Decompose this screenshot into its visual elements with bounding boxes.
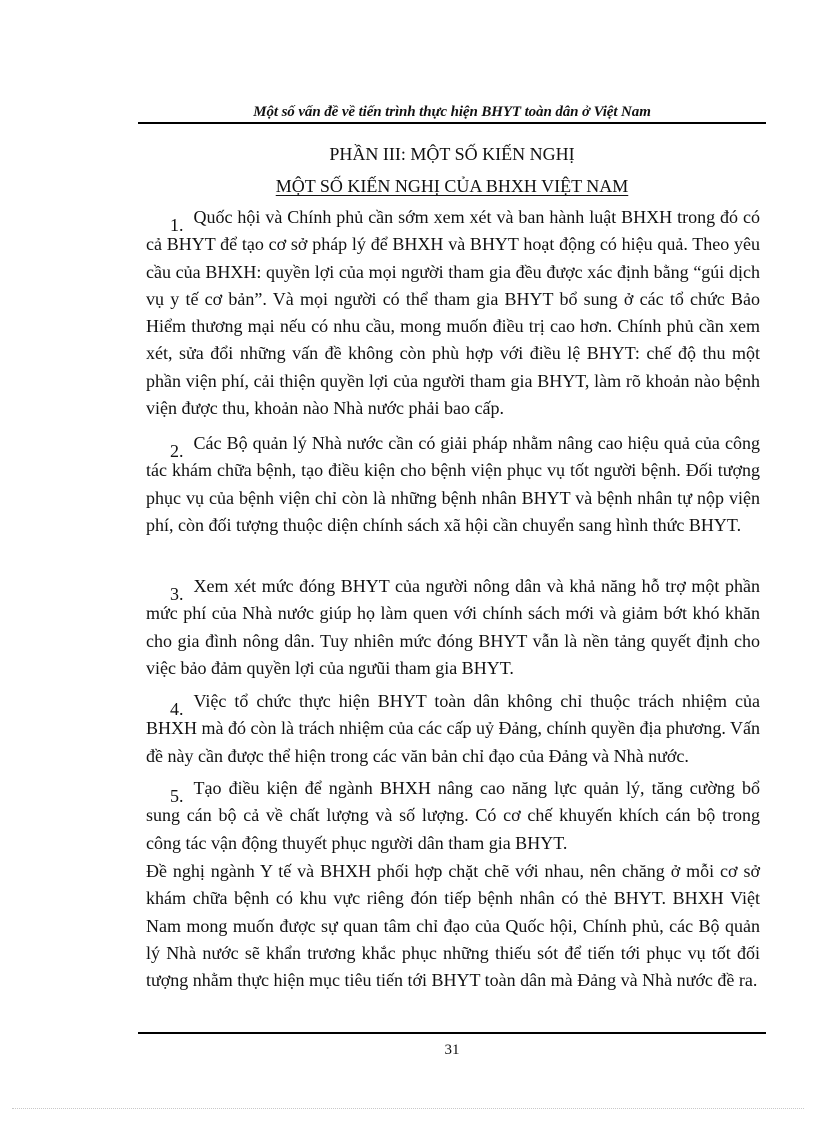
recommendation-3 <box>146 573 760 682</box>
item-text: Các Bộ quản lý Nhà nước cần có giải pháp nhằm nâng cao hiệu quả của công tác khám chữa bệnh, tạo điều kiện cho bệnh viện phục vụ tốt người bệnh. Đối tượng phục vụ của bệnh viện chỉ còn là những bệnh nhân BHYT và bệnh nhân tự nộp viện phí, còn đối tượng thuộc diện chính sách xã hội cần chuyển sang hình thức BHYT. <box>146 433 760 535</box>
item-text: Quốc hội và Chính phủ cần sớm xem xét và ban hành luật BHXH trong đó có cả BHYT để tạo cơ sở pháp lý để BHXH và BHYT hoạt động có hiệu quả. Theo yêu cầu của BHXH: quyền lợi của mọi người tham gia đều được xác định bằng “gúi dịch vụ y tế cơ bản”. Và mọi người có thể tham gia BHYT bổ sung ở các tổ chức Bảo Hiểm thương mại nếu có nhu cầu, mong muốn điều trị cao hơn. Chính phủ cần xem xét, sửa đổi những vấn đề không còn phù hợp với điều lệ BHYT: chế độ thu một phần viện phí, cải thiện quyền lợi của người tham gia BHYT, làm rõ khoản nào bệnh viện được thu, khoản nào Nhà nước phải bao cấp. <box>146 207 760 419</box>
recommendation-2 <box>146 430 760 539</box>
running-header: Một số vấn đề về tiến trình thực hiện BHYT toàn dân ở Việt Nam <box>253 104 651 120</box>
recommendation-1 <box>146 204 760 422</box>
item-text: Tạo điều kiện để ngành BHXH nâng cao năng lực quản lý, tăng cường bổ sung cán bộ cả về chất lượng và số lượng. Có cơ chế khuyến khích cán bộ trong công tác vận động thuyết phục người dân tham gia BHYT. <box>146 778 760 853</box>
footer-rule <box>138 1032 766 1034</box>
closing-paragraph: Đề nghị ngành Y tế và BHXH phối hợp chặt chẽ với nhau, nên chăng ở mỗi cơ sở khám chữa bệnh có khu vực riêng đón tiếp bệnh nhân có thẻ BHYT. BHXH Việt Nam mong muốn được sự quan tâm chỉ đạo của Quốc hội, Chính phủ, các Bộ quản lý Nhà nước sẽ khẩn trương khắc phục những thiếu sót để tiến tới phục vụ tốt đối tượng nhằm thực hiện mục tiêu tiến tới BHYT toàn dân mà Đảng và Nhà nước đề ra. <box>146 861 760 991</box>
item-text: Việc tổ chức thực hiện BHYT toàn dân không chỉ thuộc trách nhiệm của BHXH mà đó còn là trách nhiệm của các cấp uỷ Đảng, chính quyền địa phương. Vấn đề này cần được thể hiện trong các văn bản chỉ đạo của Đảng và Nhà nước. <box>146 691 760 766</box>
item-number: 1. <box>170 215 184 235</box>
section-title: PHẦN III: MỘT SỐ KIẾN NGHỊ <box>329 144 575 164</box>
page-edge-divider <box>12 1108 804 1109</box>
recommendation-5 <box>146 775 760 857</box>
item-number: 4. <box>170 699 184 719</box>
section-subtitle: MỘT SỐ KIẾN NGHỊ CỦA BHXH VIỆT NAM <box>275 176 629 196</box>
header-rule <box>138 122 766 124</box>
recommendation-4 <box>146 688 760 770</box>
item-text: Xem xét mức đóng BHYT của người nông dân và khả năng hỗ trợ một phần mức phí của Nhà nước giúp họ làm quen với chính sách mới và giảm bớt khó khăn cho gia đình nông dân. Tuy nhiên mức đóng BHYT vẫn là nền tảng quyết định cho việc bảo đảm quyền lợi của ngưũi tham gia BHYT. <box>146 576 760 678</box>
page-number: 31 <box>444 1042 460 1058</box>
item-number: 3. <box>170 584 184 604</box>
item-number: 2. <box>170 441 184 461</box>
item-number: 5. <box>170 786 184 806</box>
